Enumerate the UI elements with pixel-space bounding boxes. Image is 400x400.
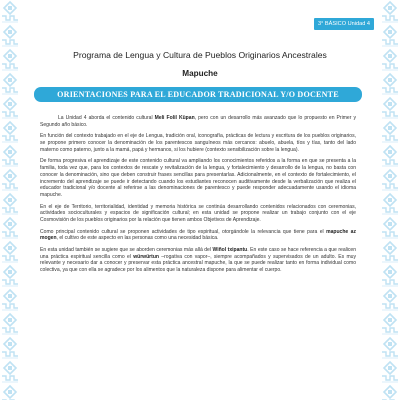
body-text	[40, 115, 356, 279]
program-title: Programa de Lengua y Cultura de Pueblos Originarios Ancestrales	[73, 50, 327, 60]
paragraph-6-bold-a: Wiñol txipantu	[212, 246, 248, 253]
paragraph-3: De forma progresiva el aprendizaje de este contenido cultural va ampliando los conocimientos referidos a la forma en que se presenta a la familia, toda vez que, para los contextos de rescate y revitalización de la lengua, y fortalecimiento y desarrollo de la lengua, no basta con conocer la denominación, sino que deben construir frases sencillas para presentarlas. Adicionalmente, en el contexto de fortalecimiento, el incremento del aprendizaje se puede ir detectando cuando los estudiantes reconocen auditivamente desde la verbalización que realiza el educador tradicional y/o docente al referirse a las denominaciones de parentesco y puede responder adecuadamente usando el idioma mapuche.	[40, 158, 356, 199]
paragraph-6-text-e: –rogativa con vapor–, siempre acompañados y supervisados de un adulto. Es muy relevante y necesario dar a conocer y preservar esta práctica ancestral mapuche, la que se puede realizar tanto en forma individual como colectiva, ya que con ella se agradece por los alimentos que la naturaleza dispone para alimentar el cuerpo.	[40, 253, 357, 274]
paragraph-6-bold-b: würwürtun	[133, 253, 159, 260]
paragraph-6-text-c: . En este caso se hace referencia a que realicen una práctica espiritual sencilla como el	[40, 246, 357, 260]
paragraph-1-text-c: , pero con un desarrollo más avanzado que lo propuesto en Primer y Segundo año básico.	[40, 115, 356, 128]
paragraph-5-bold: mapuche az mogen	[40, 228, 357, 242]
section-banner	[34, 87, 362, 102]
paragraph-1-text-a: La Unidad 4 aborda el contenido cultural	[58, 115, 155, 121]
right-mapuche-pattern-border	[380, 0, 400, 400]
paragraph-5-text-a: Como principal contenido cultural se proponen actividades de tipo espiritual, otorgándole la relevancia que tiene para el	[40, 228, 327, 235]
paragraph-6	[40, 247, 356, 274]
paragraph-5	[40, 229, 356, 243]
grade-unit-badge: 3° BÁSICO Unidad 4	[314, 18, 374, 30]
paragraph-2: En función del contexto trabajado en el eje de Lengua, tradición oral, iconografía, prácticas de lectura y escritura de los pueblos originarios, se propone primero conocer la denominación de los parentescos sanguíneos más cercanos: abuelo, abuela, tíos y tías, tanto del lado materno como paterno, junto a la mamá, papá y hermanos, si los hubiere (contexto sensibilización sobre la lengua).	[40, 133, 356, 153]
paragraph-1	[40, 115, 356, 129]
paragraph-1-bold: Meli Folil Küpan	[154, 115, 195, 121]
people-name: Mapuche	[182, 69, 218, 78]
paragraph-6-text-a: En esta unidad también se sugiere que se aborden ceremonias más allá del	[40, 246, 213, 253]
left-mapuche-pattern-border	[0, 0, 20, 400]
paragraph-5-text-c: , el cultivo de este aspecto en las personas como una necesidad básica.	[56, 235, 219, 242]
section-banner-text: ORIENTACIONES PARA EL EDUCADOR TRADICIONAL Y/O DOCENTE	[57, 90, 339, 99]
paragraph-4: En el eje de Territorio, territorialidad, identidad y memoria histórica se continúa desarrollando contenidos relacionados con ceremonias, actividades socioculturales y espacios de significación cultural; en esta unidad se propone realizar un trabajo conjunto con el eje Cosmovisión de los pueblos originarios por la relación que tienen ambos Objetivos de Aprendizaje.	[40, 203, 356, 224]
